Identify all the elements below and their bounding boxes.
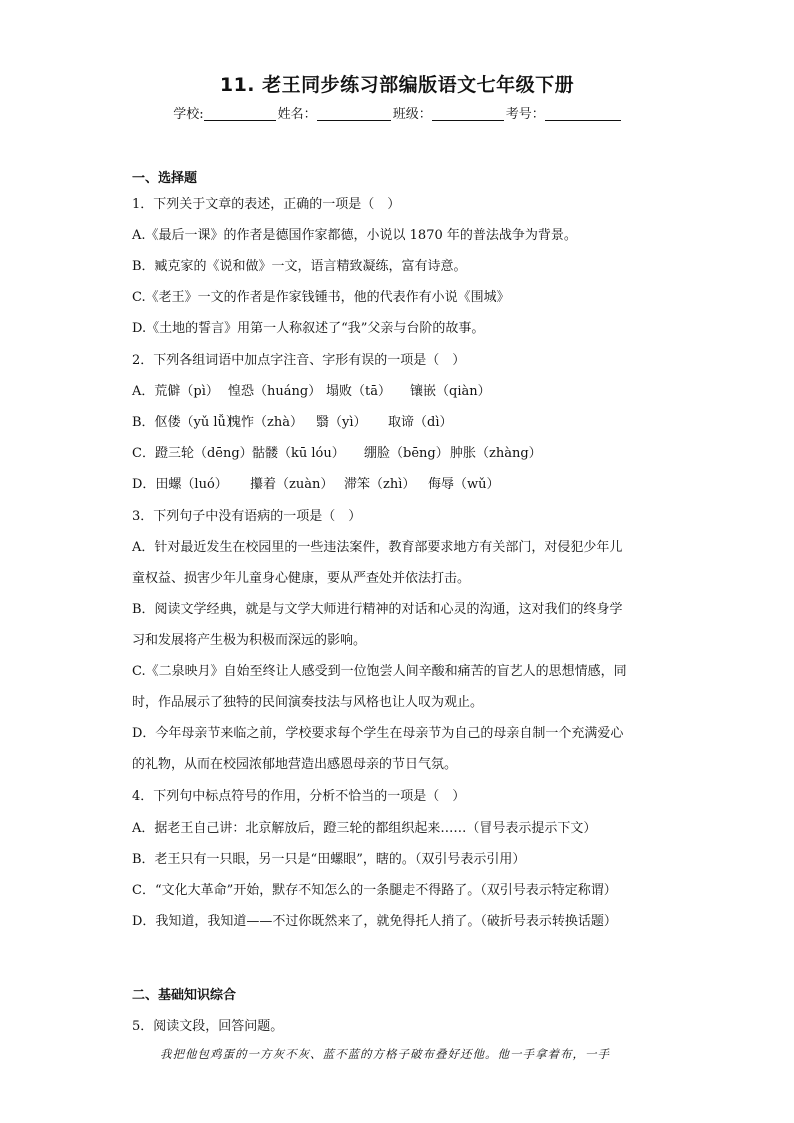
- q1-option-a: A.《最后一课》的作者是德国作家都德，小说以 1870 年的普法战争为背景。: [132, 228, 577, 243]
- q2-option-d: [132, 473, 500, 492]
- q4-stem: 4．下列句中标点符号的作用，分析不恰当的一项是（ ）: [132, 789, 466, 804]
- q2-a-word-4: 镶嵌（qiàn）: [410, 384, 491, 399]
- q3-option-b-line2: 习和发展将产生极为积极而深远的影响。: [132, 633, 367, 648]
- q5-stem: 5．阅读文段，回答问题。: [132, 1019, 284, 1034]
- document-title: 11. 老王同步练习部编版语文七年级下册: [219, 74, 575, 96]
- q3-stem: 3．下列句子中没有语病的一项是（ ）: [132, 509, 362, 524]
- q2-c-word-2: 骷髅（kū lóu）: [252, 446, 345, 461]
- q4-option-a: A．据老王自己讲：北京解放后，蹬三轮的都组织起来……（冒号表示提示下文）: [132, 821, 597, 836]
- q2-stem: 2．下列各组词语中加点字注音、字形有误的一项是（ ）: [132, 353, 466, 368]
- exam-no-label: 考号：: [505, 107, 545, 122]
- q3-option-c-line2: 时，作品展示了独特的民间演奏技法与风格也让人叹为观止。: [132, 695, 484, 710]
- name-blank[interactable]: [317, 106, 391, 121]
- name-label: 姓名：: [277, 107, 317, 122]
- q3-option-b-line1: B．阅读文学经典，就是与文学大师进行精神的对话和心灵的沟通，这对我们的终身学: [132, 602, 623, 617]
- q2-d-word-1: D．田螺（luó）: [132, 477, 228, 492]
- q2-d-word-3: 滞笨（zhì）: [344, 477, 416, 492]
- q4-option-d: D．我知道，我知道——不过你既然来了，就免得托人捎了。（破折号表示转换话题）: [132, 914, 617, 929]
- q2-a-word-1: A．荒僻（pì）: [132, 384, 219, 399]
- q2-a-word-2: 惶恐（huáng）: [228, 384, 322, 399]
- q2-c-word-3: 绷脸（bēng）: [364, 446, 449, 461]
- q3-option-a-line1: A．针对最近发生在校园里的一些违法案件，教育部要求地方有关部门，对侵犯少年儿: [132, 540, 623, 555]
- school-blank[interactable]: [204, 106, 276, 121]
- school-label: 学校:: [173, 107, 204, 122]
- q2-b-word-4: 取谛（dì）: [388, 415, 453, 430]
- q2-d-word-2: 攥着（zuàn）: [250, 477, 334, 492]
- q1-option-b: B．臧克家的《说和做》一文，语言精致凝练，富有诗意。: [132, 259, 467, 274]
- q2-option-a: [132, 380, 491, 399]
- q3-option-c-line1: C.《二泉映月》自始至终让人感受到一位饱尝人间辛酸和痛苦的盲艺人的思想情感，同: [132, 664, 627, 679]
- q1-option-d: D.《土地的誓言》用第一人称叙述了“我”父亲与台阶的故事。: [132, 321, 485, 336]
- q2-c-word-1: C．蹬三轮（dēng）: [132, 446, 253, 461]
- q1-option-c: C.《老王》一文的作者是作家钱锺书，他的代表作有小说《围城》: [132, 290, 510, 305]
- q4-option-b: B．老王只有一只眼，另一只是“田螺眼”，瞎的。（双引号表示引用）: [132, 852, 526, 867]
- q4-option-c: C．“文化大革命”开始，默存不知怎么的一条腿走不得路了。（双引号表示特定称谓）: [132, 883, 617, 898]
- q1-stem: 1．下列关于文章的表述，正确的一项是（ ）: [132, 197, 401, 212]
- student-info-line: [0, 103, 794, 122]
- q2-b-word-2: 愧怍（zhà）: [228, 415, 303, 430]
- q2-option-c: [132, 442, 542, 461]
- class-label: 班级：: [392, 107, 432, 122]
- q3-option-d-line2: 的礼物，从而在校园浓郁地营造出感恩母亲的节日气氛。: [132, 757, 458, 772]
- q3-option-d-line1: D．今年母亲节来临之前，学校要求每个学生在母亲节为自己的母亲自制一个充满爱心: [132, 726, 624, 741]
- q2-d-word-4: 侮辱（wǔ）: [428, 477, 500, 492]
- section-heading-basics: 二、基础知识综合: [132, 988, 237, 1003]
- q5-excerpt: 我把他包鸡蛋的一方灰不灰、蓝不蓝的方格子破布叠好还他。他一手拿着布，一手: [160, 1047, 610, 1061]
- section-heading-choice: 一、选择题: [132, 171, 198, 186]
- exam-no-blank[interactable]: [545, 106, 621, 121]
- q2-a-word-3: 塌败（tā）: [326, 384, 391, 399]
- q2-b-word-3: 翳（yì）: [316, 415, 367, 430]
- q2-b-word-1: B．伛偻（yǔ lǚ）: [132, 415, 239, 430]
- q2-option-b: [132, 411, 452, 430]
- q2-c-word-4: 肿胀（zhàng）: [450, 446, 542, 461]
- class-blank[interactable]: [432, 106, 504, 121]
- q3-option-a-line2: 童权益、损害少年儿童身心健康，要从严查处并依法打击。: [132, 571, 471, 586]
